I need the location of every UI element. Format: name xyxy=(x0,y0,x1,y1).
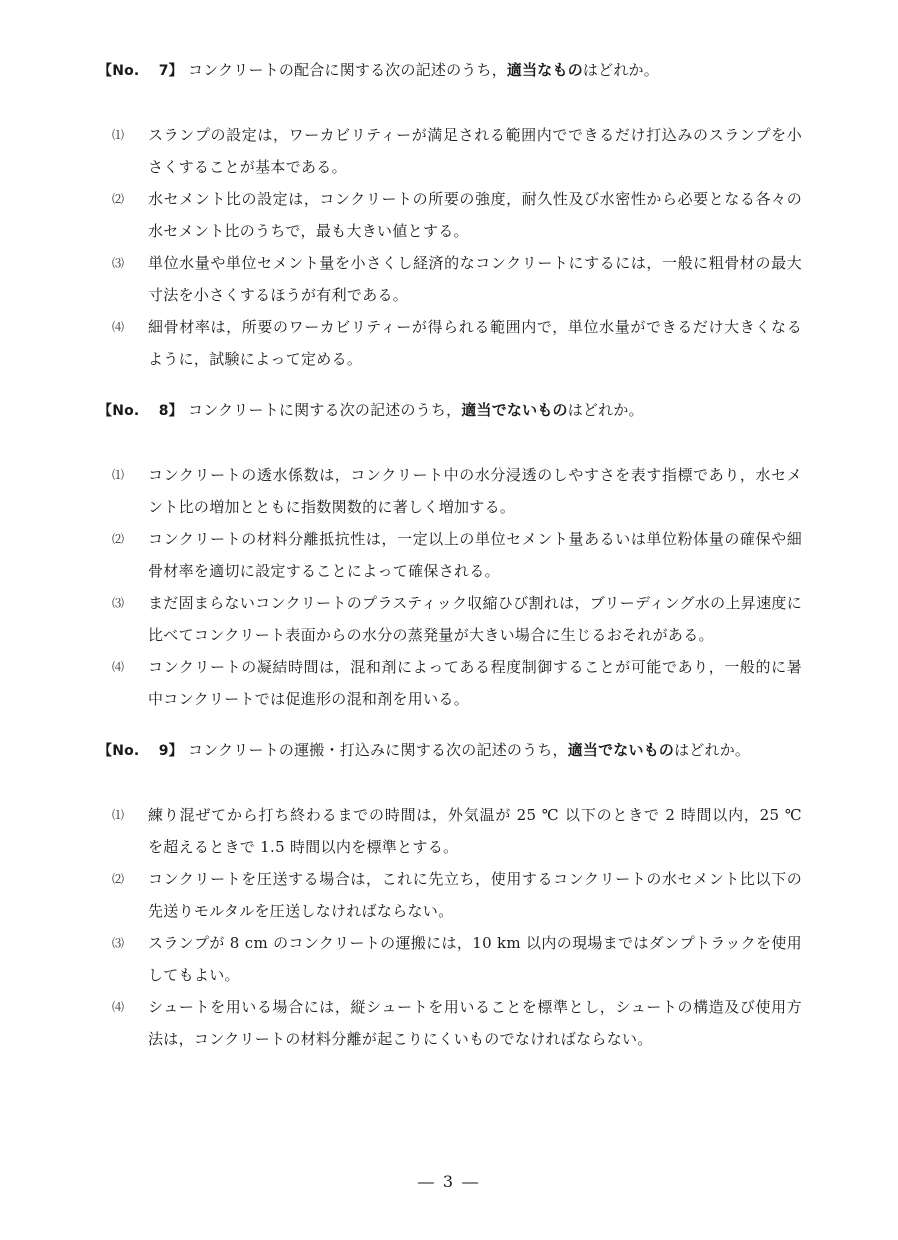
stem-text: コンクリートの運搬・打込みに関する次の記述のうち， xyxy=(188,741,568,759)
option-4 xyxy=(98,991,802,1055)
question-stem xyxy=(98,400,818,421)
option-text: コンクリートの凝結時間は，混和剤によってある程度制御することが可能であり，一般的に暑中コンクリートでは促進形の混和剤を用いる。 xyxy=(148,658,802,708)
option-marker: ⑶ xyxy=(112,596,125,610)
option-2 xyxy=(98,863,802,927)
question-number: 【No. 9】 xyxy=(98,743,183,759)
option-list xyxy=(98,459,818,715)
question-stem xyxy=(98,740,818,761)
stem-emphasis: 適当でないもの xyxy=(567,741,675,759)
option-marker: ⑵ xyxy=(112,192,125,206)
option-marker: ⑴ xyxy=(112,808,125,822)
question-9 xyxy=(98,740,818,1055)
option-marker: ⑴ xyxy=(112,468,125,482)
option-3 xyxy=(98,587,802,651)
question-7 xyxy=(98,60,818,375)
option-3 xyxy=(98,247,802,311)
stem-text: コンクリートの配合に関する次の記述のうち， xyxy=(188,61,507,79)
page-number: ― 3 ― xyxy=(417,1172,481,1191)
option-text: 練り混ぜてから打ち終わるまでの時間は，外気温が 25 ℃ 以下のときで 2 時間以内，25 ℃ を超えるときで 1.5 時間以内を標準とする。 xyxy=(148,806,802,856)
option-marker: ⑵ xyxy=(112,872,125,886)
question-number: 【No. 8】 xyxy=(98,403,183,419)
option-text: スランプの設定は，ワーカビリティーが満足される範囲内でできるだけ打込みのスランプを小さくすることが基本である。 xyxy=(148,126,802,176)
option-text: 水セメント比の設定は，コンクリートの所要の強度，耐久性及び水密性から必要となる各々の水セメント比のうちで，最も大きい値とする。 xyxy=(148,190,802,240)
option-list xyxy=(98,799,818,1055)
question-8 xyxy=(98,400,818,715)
option-2 xyxy=(98,183,802,247)
option-1 xyxy=(98,459,802,523)
stem-text-end: はどれか。 xyxy=(674,741,751,759)
option-marker: ⑶ xyxy=(112,256,125,270)
option-marker: ⑷ xyxy=(112,660,125,674)
stem-text: コンクリートに関する次の記述のうち， xyxy=(188,401,462,419)
question-number: 【No. 7】 xyxy=(98,63,183,79)
option-4 xyxy=(98,651,802,715)
stem-emphasis: 適当なもの xyxy=(506,61,583,79)
option-marker: ⑴ xyxy=(112,128,125,142)
option-1 xyxy=(98,119,802,183)
option-text: 単位水量や単位セメント量を小さくし経済的なコンクリートにするには，一般に粗骨材の最大寸法を小さくするほうが有利である。 xyxy=(148,254,802,304)
option-marker: ⑵ xyxy=(112,532,125,546)
option-4 xyxy=(98,311,802,375)
option-2 xyxy=(98,523,802,587)
option-marker: ⑷ xyxy=(112,1000,125,1014)
stem-text-end: はどれか。 xyxy=(567,401,644,419)
option-text: コンクリートを圧送する場合は，これに先立ち，使用するコンクリートの水セメント比以下の先送りモルタルを圧送しなければならない。 xyxy=(148,870,802,920)
option-text: 細骨材率は，所要のワーカビリティーが得られる範囲内で，単位水量ができるだけ大きくなるように，試験によって定める。 xyxy=(148,318,802,368)
option-text: シュートを用いる場合には，縦シュートを用いることを標準とし，シュートの構造及び使用方法は，コンクリートの材料分離が起こりにくいものでなければならない。 xyxy=(148,998,802,1048)
option-text: まだ固まらないコンクリートのプラスティック収縮ひび割れは，ブリーディング水の上昇速度に比べてコンクリート表面からの水分の蒸発量が大きい場合に生じるおそれがある。 xyxy=(148,594,802,644)
stem-emphasis: 適当でないもの xyxy=(461,401,568,419)
option-text: コンクリートの材料分離抵抗性は，一定以上の単位セメント量あるいは単位粉体量の確保や細骨材率を適切に設定することによって確保される。 xyxy=(148,530,802,580)
option-list xyxy=(98,119,818,375)
stem-text-end: はどれか。 xyxy=(582,61,659,79)
question-stem xyxy=(98,60,818,81)
option-1 xyxy=(98,799,802,863)
option-3 xyxy=(98,927,802,991)
option-marker: ⑶ xyxy=(112,936,125,950)
option-marker: ⑷ xyxy=(112,320,125,334)
option-text: スランプが 8 cm のコンクリートの運搬には，10 km 以内の現場まではダンプトラックを使用してもよい。 xyxy=(148,934,802,984)
option-text: コンクリートの透水係数は，コンクリート中の水分浸透のしやすさを表す指標であり，水セメント比の増加とともに指数関数的に著しく増加する。 xyxy=(148,466,802,516)
